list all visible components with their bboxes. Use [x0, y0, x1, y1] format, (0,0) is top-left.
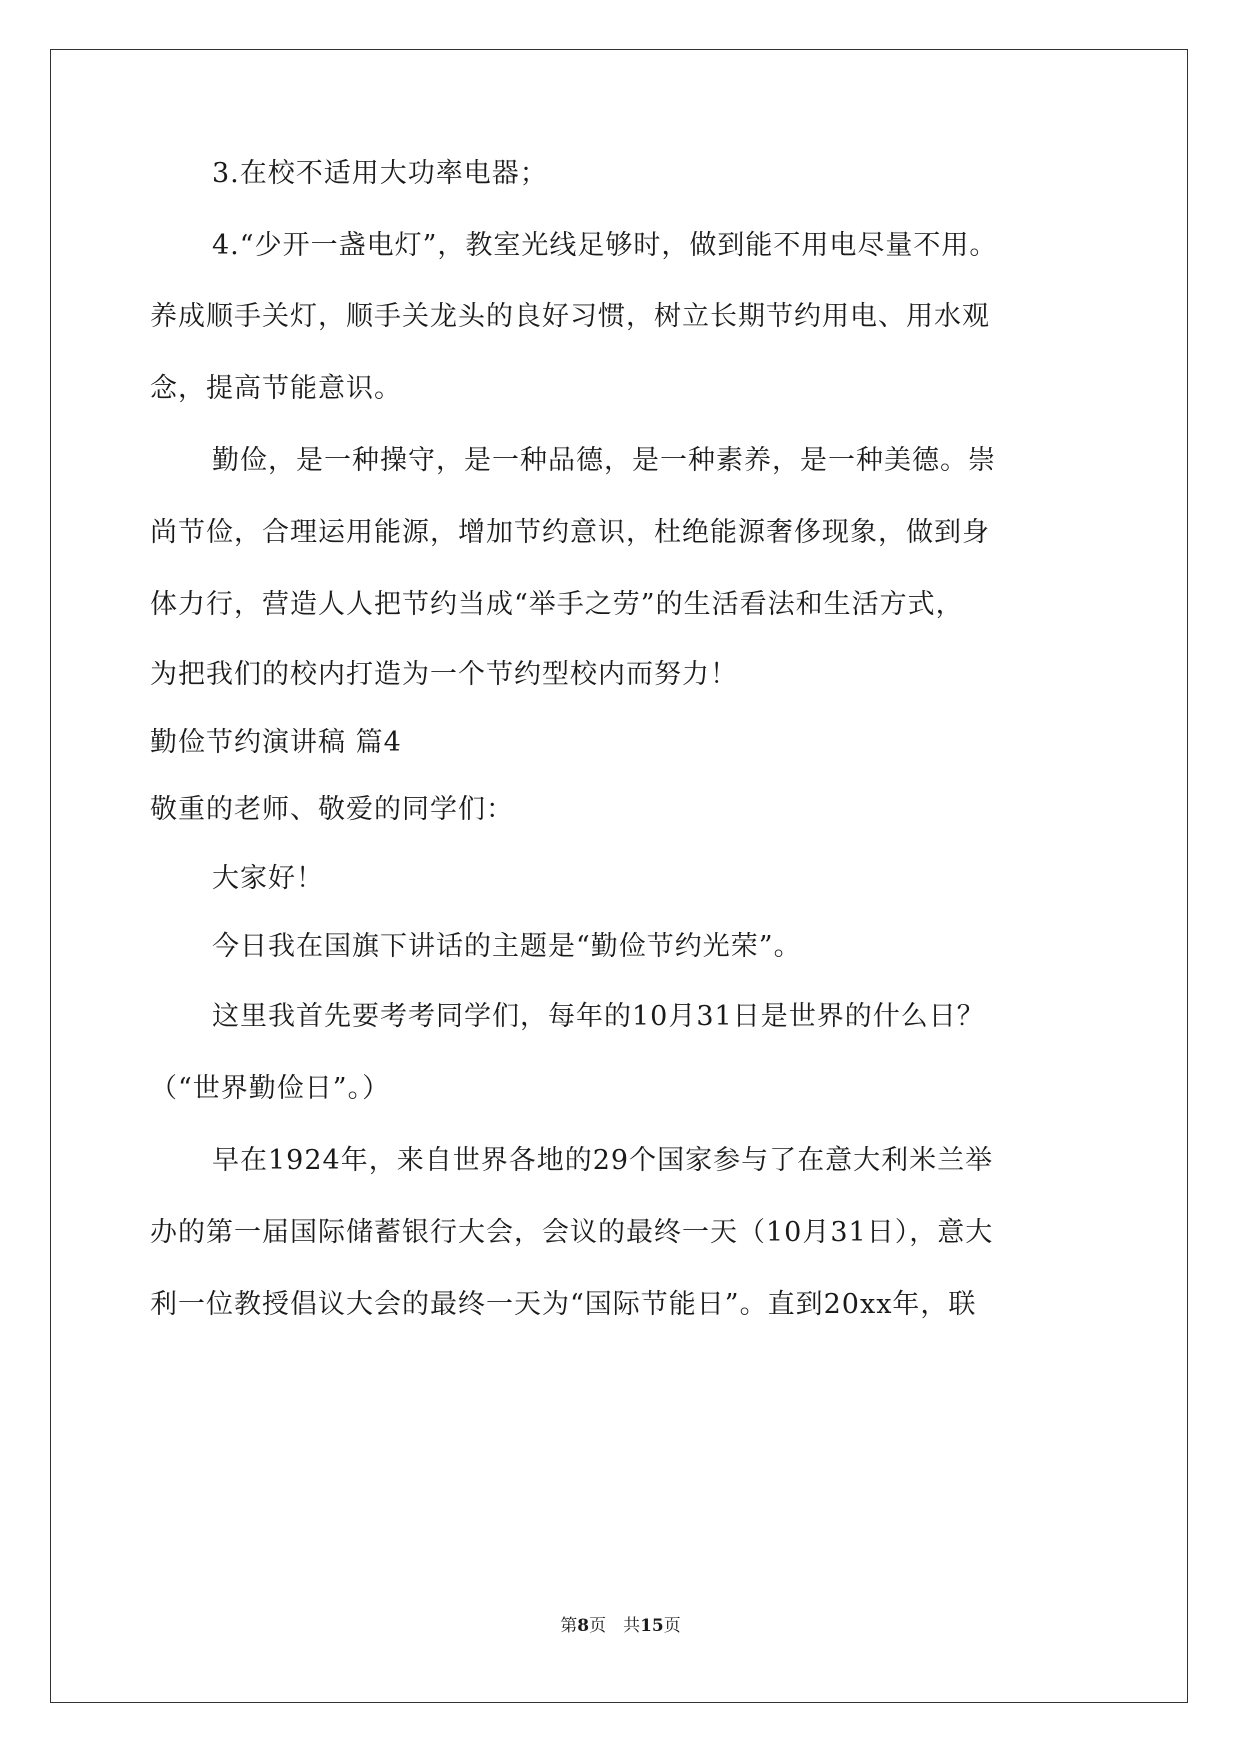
section-heading: 勤俭节约演讲稿 篇4: [150, 727, 402, 758]
text-line: 办的第一届国际储蓄银行大会，会议的最终一天（10月31日），意大: [150, 1217, 994, 1248]
footer-prefix: 第: [560, 1616, 578, 1636]
text-line: 利一位教授倡议大会的最终一天为“国际节能日”。直到20xx年，联: [150, 1289, 977, 1320]
text-line: 大家好！: [212, 863, 324, 894]
text-line: 早在1924年，来自世界各地的29个国家参与了在意大利米兰举: [212, 1145, 994, 1176]
text-line: 这里我首先要考考同学们，每年的10月31日是世界的什么日？: [212, 1001, 985, 1032]
footer-suffix: 页: [663, 1616, 681, 1636]
footer-middle: 页 共: [589, 1616, 641, 1636]
footer-page-number: 8: [577, 1616, 590, 1636]
text-line: 体力行，营造人人把节约当成“举手之劳”的生活看法和生活方式，: [150, 589, 964, 620]
text-line: 养成顺手关灯，顺手关龙头的良好习惯，树立长期节约用电、用水观: [150, 301, 990, 332]
text-line: 尚节俭，合理运用能源，增加节约意识，杜绝能源奢侈现象，做到身: [150, 517, 990, 548]
text-line: 3.在校不适用大功率电器；: [212, 158, 548, 189]
text-line: 4.“少开一盏电灯”，教室光线足够时，做到能不用电尽量不用。: [212, 230, 998, 261]
text-line: 勤俭，是一种操守，是一种品德，是一种素养，是一种美德。崇: [212, 445, 996, 476]
page-footer: [0, 1614, 1241, 1638]
text-line: 念，提高节能意识。: [150, 373, 402, 404]
footer-total-pages: 15: [640, 1616, 664, 1636]
salutation: 敬重的老师、敬爱的同学们：: [150, 794, 514, 825]
text-line: 为把我们的校内打造为一个节约型校内而努力！: [150, 659, 738, 690]
text-line: （“世界勤俭日”。）: [150, 1073, 391, 1104]
text-line: 今日我在国旗下讲话的主题是“勤俭节约光荣”。: [212, 931, 802, 962]
